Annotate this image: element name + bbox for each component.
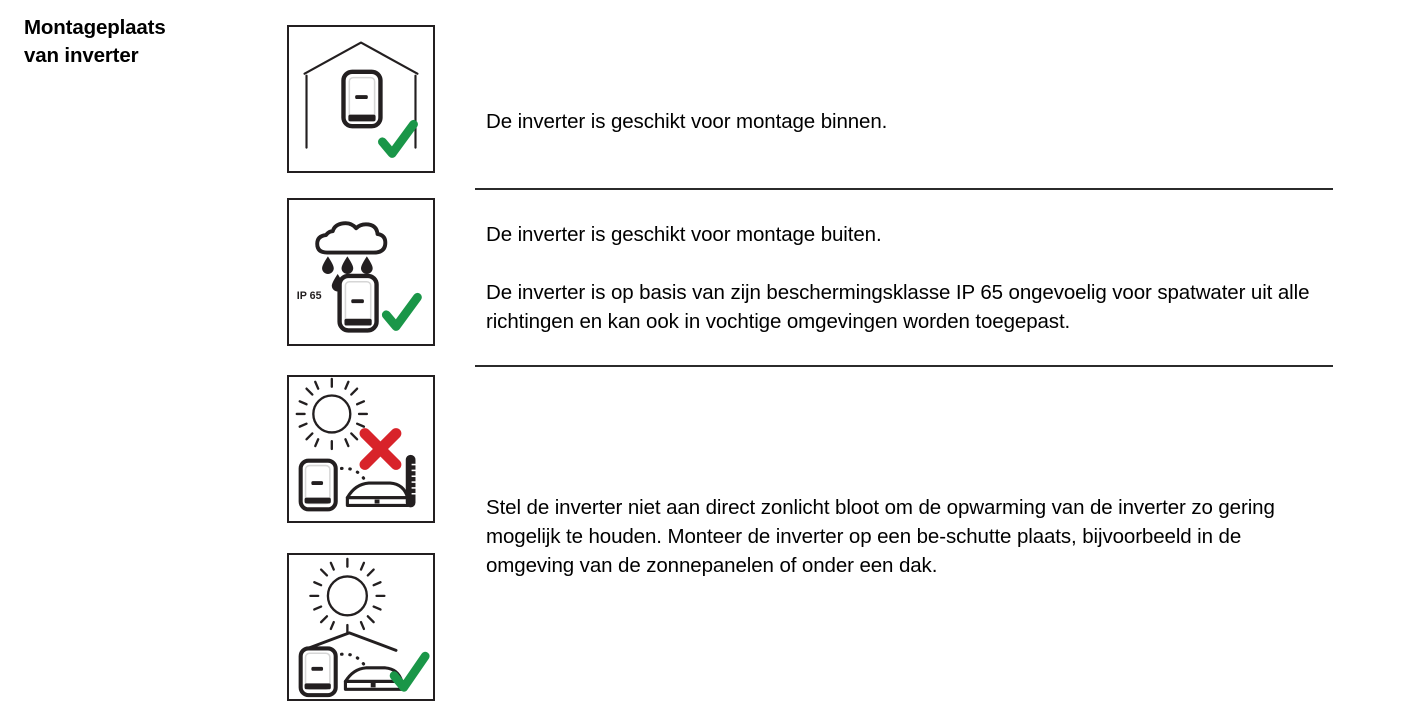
inverter-device [301,461,336,510]
section-divider [475,365,1333,367]
inverter-outdoor-rain-ok-icon [287,198,435,346]
text-block-indoor [486,86,1326,156]
text-block-outdoor [486,199,1318,356]
paragraph: De inverter is geschikt voor montage buiten. [486,222,882,246]
paragraph: Stel de inverter niet aan direct zonlicht bloot om de opwarming van de inverter zo gering mogelijk te houden. Monteer de inverter op een be-schutte plaats, bijvoorbeeld in de omgeving van de zonnepanelen of onder een dak. [486,495,1275,577]
page-title [24,14,264,69]
green-check-icon [394,656,425,687]
cloud-icon [317,223,385,252]
text-block-sunlight [486,472,1326,600]
inverter-indoor-ok-icon [287,25,435,173]
sun-icon [297,379,367,449]
red-cross-icon [365,433,396,464]
page-title-line-1: Montageplaats [24,16,166,39]
sun-icon [310,559,384,633]
page-title-line-2: van inverter [24,43,139,67]
thermometer-icon [406,455,417,508]
inverter-device [301,648,336,695]
ip-rating-label: IP 65 [296,290,322,303]
section-divider [475,188,1333,190]
green-check-icon [386,297,417,326]
inverter-direct-sunlight-not-allowed-icon [287,375,435,523]
paragraph: De inverter is geschikt voor montage binnen. [486,109,888,133]
green-check-icon [382,124,413,153]
paragraph: De inverter is op basis van zijn beschermingsklasse IP 65 ongevoelig voor spatwater uit alle richtingen en kan ook in vochtige omgevingen worden toegepast. [486,280,1310,333]
inverter-device [340,276,377,330]
inverter-device [343,72,380,126]
inverter-shaded-under-roof-ok-icon [287,553,435,701]
